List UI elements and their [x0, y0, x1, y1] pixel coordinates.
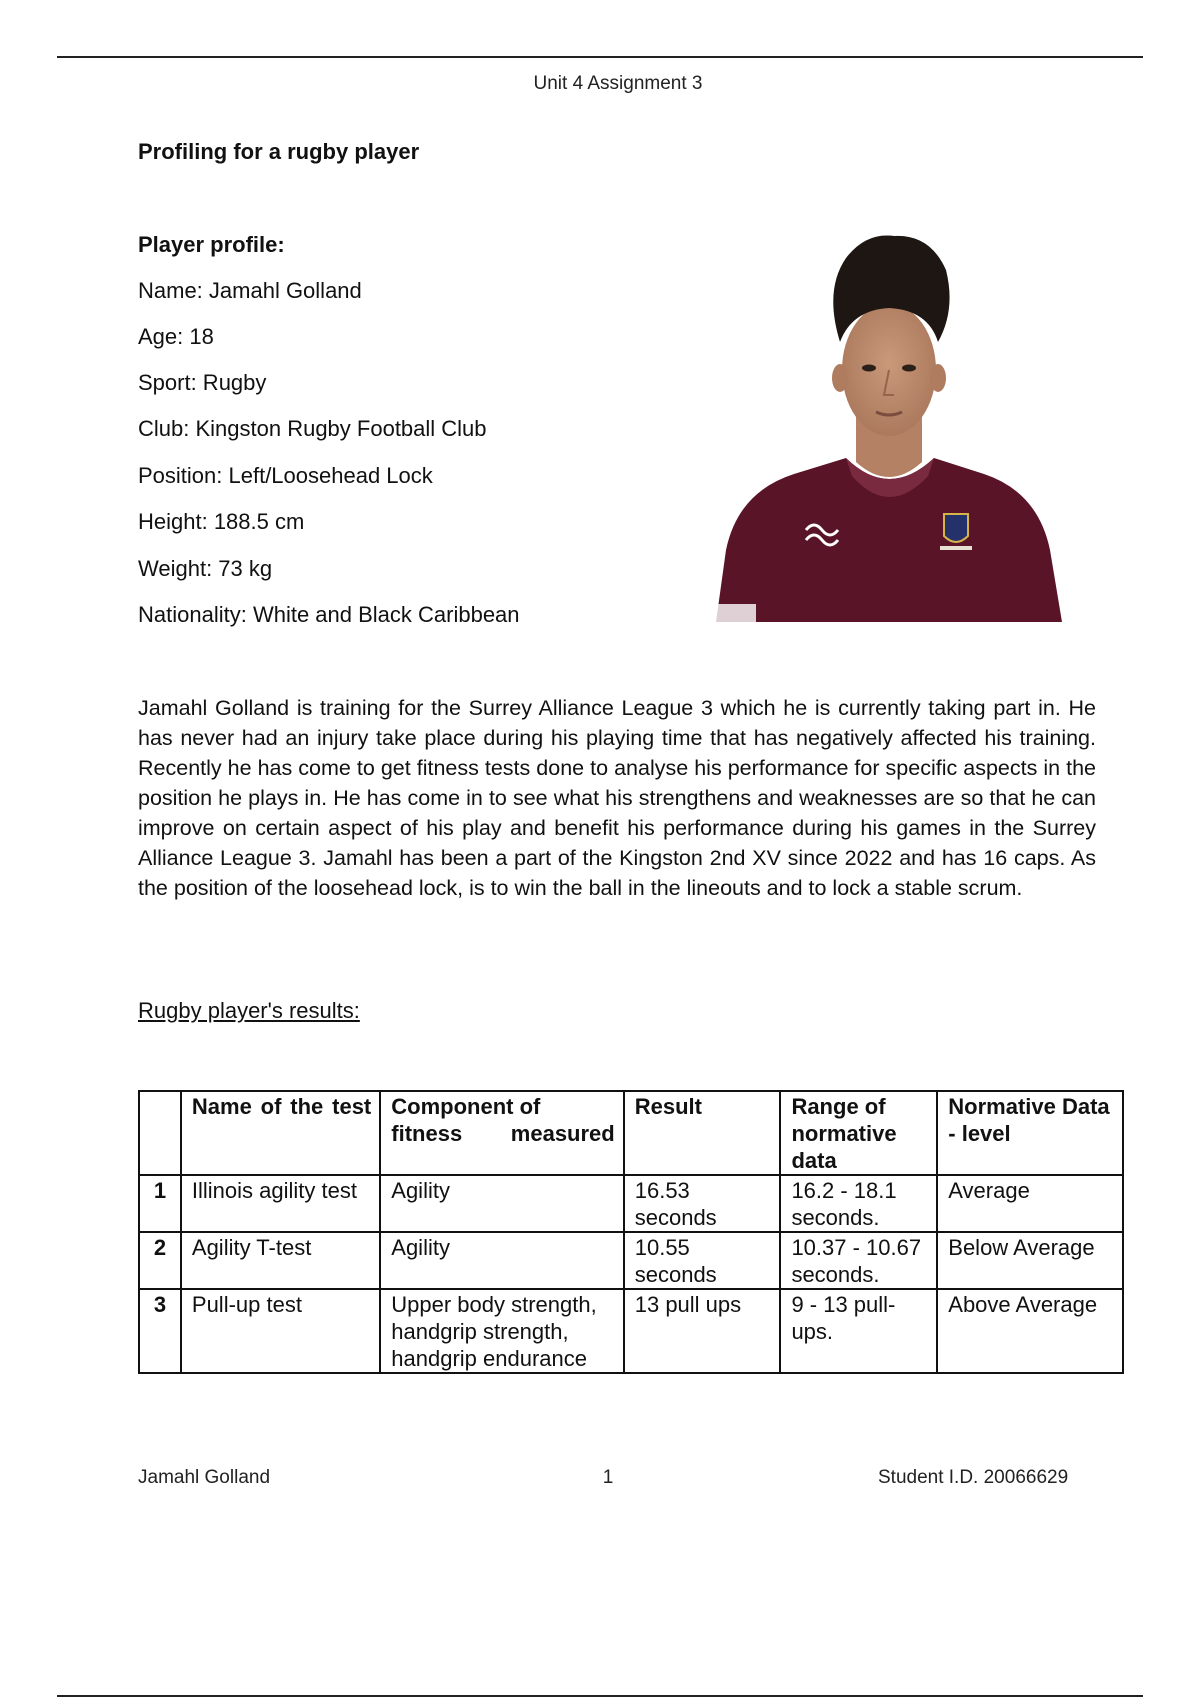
column-header-component: Component of fitness measured — [380, 1091, 623, 1175]
header-rule — [57, 56, 1143, 58]
result-cell: 10.55 seconds — [624, 1232, 781, 1289]
table-row — [139, 1175, 1123, 1232]
column-header-level: Normative Data - level — [937, 1091, 1123, 1175]
test-name-cell: Agility T-test — [181, 1232, 380, 1289]
profile-age: Age: 18 — [138, 324, 214, 349]
table-header-row — [139, 1091, 1123, 1175]
component-cell: Agility — [380, 1232, 623, 1289]
results-heading: Rugby player's results: — [138, 998, 360, 1023]
profile-weight: Weight: 73 kg — [138, 556, 273, 581]
component-cell: Upper body strength, handgrip strength, handgrip endurance — [380, 1289, 623, 1373]
result-cell: 16.53 seconds — [624, 1175, 781, 1232]
player-photo — [716, 230, 1062, 622]
level-cell: Below Average — [937, 1232, 1123, 1289]
bottom-rule — [57, 1695, 1143, 1697]
test-name-cell: Pull-up test — [181, 1289, 380, 1373]
table-row — [139, 1289, 1123, 1373]
level-cell: Average — [937, 1175, 1123, 1232]
profile-nationality: Nationality: White and Black Caribbean — [138, 602, 520, 627]
range-cell: 9 - 13 pull-ups. — [780, 1289, 937, 1373]
row-number: 1 — [139, 1175, 181, 1232]
component-cell: Agility — [380, 1175, 623, 1232]
profile-club: Club: Kingston Rugby Football Club — [138, 416, 487, 441]
column-header-range: Range of normative data — [780, 1091, 937, 1175]
result-cell: 13 pull ups — [624, 1289, 781, 1373]
range-cell: 10.37 - 10.67 seconds. — [780, 1232, 937, 1289]
footer-student-id: Student I.D. 20066629 — [878, 1467, 1069, 1488]
page-header: Unit 4 Assignment 3 — [533, 73, 703, 94]
range-cell: 16.2 - 18.1 seconds. — [780, 1175, 937, 1232]
document-title: Profiling for a rugby player — [138, 139, 420, 164]
footer-page-number: 1 — [602, 1467, 614, 1488]
test-name-cell: Illinois agility test — [181, 1175, 380, 1232]
level-cell: Above Average — [937, 1289, 1123, 1373]
column-header-test-name: Name of the test — [181, 1091, 380, 1175]
column-header-result: Result — [624, 1091, 781, 1175]
row-number: 2 — [139, 1232, 181, 1289]
profile-position: Position: Left/Loosehead Lock — [138, 463, 433, 488]
profile-heading: Player profile: — [138, 232, 285, 257]
profile-name: Name: Jamahl Golland — [138, 278, 362, 303]
column-header-number — [139, 1091, 181, 1175]
player-bio: Jamahl Golland is training for the Surrey Alliance League 3 which he is currently taking part in. He has never had an injury take place during his playing time that has negatively affected his training. Recently he has come to get fitness tests done to analyse his performance for specific aspects in the position he plays in. He has come in to see what his strengthens and weaknesses are so that he can improve on certain aspect of his play and benefit his performance during his games in the Surrey Alliance League 3. Jamahl has been a part of the Kingston 2nd XV since 2022 and has 16 caps. As the position of the loosehead lock, is to win the ball in the lineouts and to lock a stable scrum. — [138, 696, 1096, 900]
footer-author: Jamahl Golland — [138, 1467, 271, 1488]
row-number: 3 — [139, 1289, 181, 1373]
profile-height: Height: 188.5 cm — [138, 509, 305, 534]
table-row — [139, 1232, 1123, 1289]
results-table — [138, 1090, 1124, 1374]
profile-sport: Sport: Rugby — [138, 370, 267, 395]
